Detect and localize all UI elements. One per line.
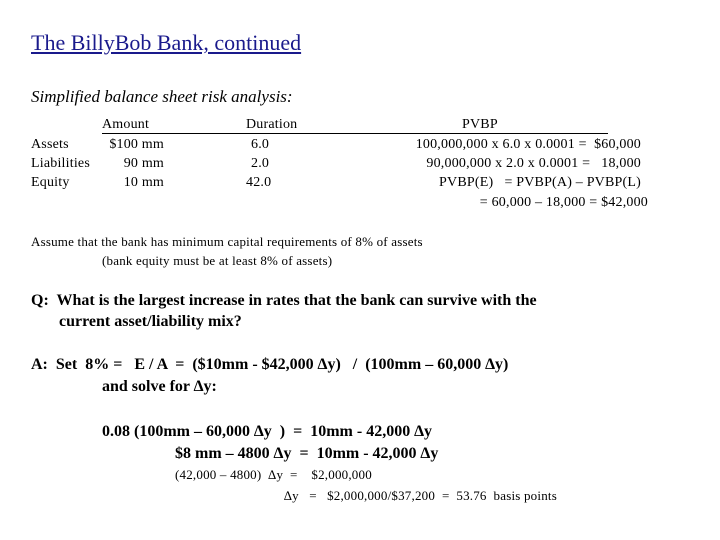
row-pvbp-equity: PVBP(E) = PVBP(A) – PVBP(L) — [439, 175, 641, 190]
row-duration-assets: 6.0 — [251, 137, 270, 152]
row-amount-equity: 10 mm — [123, 175, 164, 190]
assumption-line-2: (bank equity must be at least 8% of assets) — [102, 253, 333, 268]
question-line-1: Q: What is the largest increase in rates that the bank can survive with the — [31, 292, 537, 309]
header-duration: Duration — [246, 117, 298, 132]
page-title: The BillyBob Bank, continued — [31, 30, 302, 55]
row-label-equity: Equity — [31, 175, 70, 190]
subtitle: Simplified balance sheet risk analysis: — [31, 87, 293, 106]
header-underline — [102, 133, 608, 134]
pvbp-equity-result: = 60,000 – 18,000 = $42,000 — [479, 195, 648, 210]
answer-line-1: A: Set 8% = E / A = ($10mm - $42,000 ∆y) / (100mm – 60,000 ∆y) — [31, 356, 509, 373]
question-line-2: current asset/liability mix? — [59, 313, 242, 330]
row-amount-assets: $100 mm — [109, 137, 164, 152]
assumption-line-1: Assume that the bank has minimum capital requirements of 8% of assets — [31, 234, 423, 249]
solution-equation-4: ∆y = $2,000,000/$37,200 = 53.76 basis points — [284, 488, 557, 503]
header-amount: Amount — [102, 117, 150, 132]
row-label-liabilities: Liabilities — [31, 156, 90, 171]
solution-equation-3: (42,000 – 4800) ∆y = $2,000,000 — [175, 467, 372, 482]
row-pvbp-liabilities: 90,000,000 x 2.0 x 0.0001 = 18,000 — [426, 156, 641, 171]
solution-equation-1: 0.08 (100mm – 60,000 ∆y ) = 10mm - 42,000 ∆y — [102, 423, 432, 440]
header-pvbp: PVBP — [462, 117, 498, 132]
row-label-assets: Assets — [31, 137, 69, 152]
row-duration-equity: 42.0 — [246, 175, 272, 190]
row-amount-liabilities: 90 mm — [123, 156, 164, 171]
row-duration-liabilities: 2.0 — [251, 156, 270, 171]
row-pvbp-assets: 100,000,000 x 6.0 x 0.0001 = $60,000 — [415, 137, 641, 152]
answer-line-2: and solve for ∆y: — [102, 378, 217, 395]
solution-equation-2: $8 mm – 4800 ∆y = 10mm - 42,000 ∆y — [175, 445, 439, 462]
